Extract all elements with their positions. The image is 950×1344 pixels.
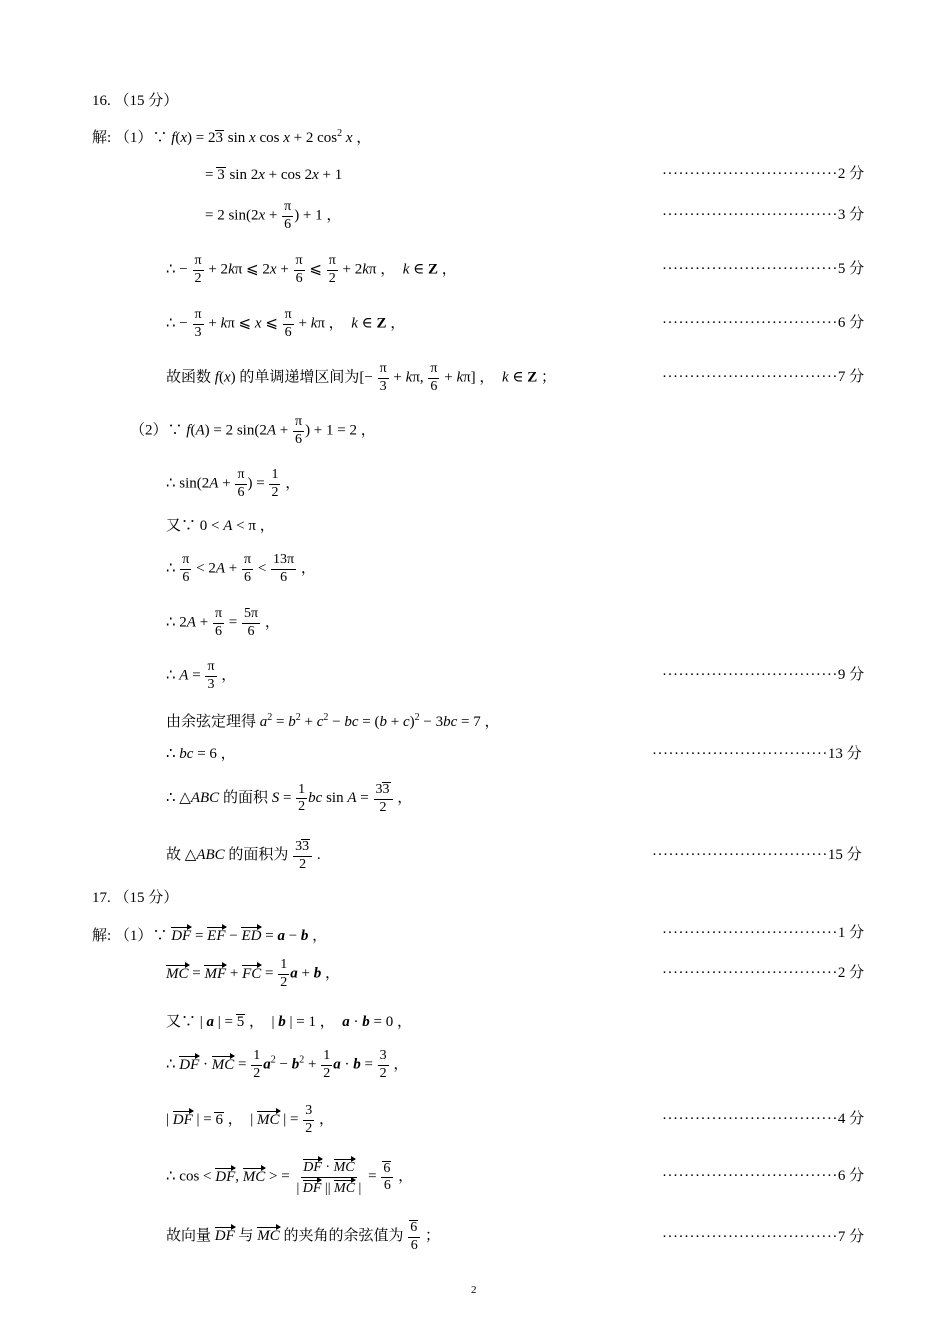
p16-part2-step6: ∴ A = $\frac{\pi}{3}$ ， <box>166 659 237 692</box>
p16-part2-step10: 故 △ABC 的面积为 $\frac{33}{2}$ . <box>166 839 321 872</box>
p16-part2-step8: ∴ bc = 6 ， <box>166 746 236 762</box>
p16-part2-step2: ∴ sin(2A + $\frac{\pi}{6}$ ) = $\frac{1}{2}$ ， <box>166 467 301 500</box>
p16-step1: 解: （1）∵ f(x) = 23 sin x cos x + 2 $\cos^2 x$ ， <box>92 128 372 146</box>
score-mark: ································9 分 <box>662 667 865 683</box>
page-number: 2 <box>471 1284 477 1296</box>
p16-step3: = 2 sin(2x + $\frac{\pi}{6}$ ) + 1 ， <box>205 199 342 232</box>
p17-step6: ∴ cos < DF, MC > = $\frac{DF \cdot MC}{| DF || MC |}$ = $\frac{6}{6}$ ， <box>166 1160 414 1196</box>
p17-step7: 故向量 DF 与 MC 的夹角的余弦值为 $\frac{6}{6}$ ； <box>166 1220 441 1253</box>
score-mark: ································1 分 <box>662 925 865 941</box>
score-mark: ································4 分 <box>662 1111 865 1127</box>
score-mark: ································15 分 <box>652 847 862 863</box>
problem-17-heading: 17. （15 分） <box>92 890 179 906</box>
score-mark: ································5 分 <box>662 261 865 277</box>
p16-part2-step7: 由余弦定理得 $a^2 = b^2 + c^2$ − bc = $(b + c)^2 - 3bc = 7$ ， <box>166 712 500 730</box>
problem-16-heading: 16. （15 分） <box>92 93 179 109</box>
p17-step3: 又∵ | a | = 5 ， | b | = 1 ， a · b = 0 ， <box>166 1014 412 1030</box>
score-mark: ································2 分 <box>662 965 865 981</box>
p16-part2-step5: ∴ 2A + $\frac{\pi}{6}$ = $\frac{5\pi}{6}$ ， <box>166 606 280 639</box>
p16-part2-step4: ∴ $\frac{\pi}{6}$ < 2A + $\frac{\pi}{6}$ < $\frac{13\pi}{6}$ ， <box>166 552 316 585</box>
p16-step5: ∴ − $\frac{\pi}{3}$ + kπ ⩽ x ⩽ $\frac{\pi}{6}$ + kπ ， k ∈ Z ， <box>166 307 406 340</box>
score-mark: ································6 分 <box>662 315 865 331</box>
p17-step5: | DF | = 6 ， | MC | = $\frac{3}{2}$ ， <box>166 1103 334 1136</box>
p17-step1: 解: （1）∵ DF = EF − ED = a − b ， <box>92 928 328 944</box>
score-mark: ································7 分 <box>662 369 865 385</box>
p16-step4: ∴ − $\frac{\pi}{2}$ + 2kπ ⩽ 2x + $\frac{\pi}{6}$ ⩽ $\frac{\pi}{2}$ + 2kπ ， k ∈ Z ， <box>166 253 457 286</box>
score-mark: ································2 分 <box>662 166 865 182</box>
p16-step2: = 3 sin 2x + cos 2x + 1 <box>205 167 343 183</box>
score-mark: ································3 分 <box>662 207 865 223</box>
p17-step4: ∴ DF · MC = $\frac{1}{2}$ $a^2 - b^2$ + $\frac{1}{2}$ a · b = $\frac{3}{2}$ ， <box>166 1048 409 1081</box>
p16-step6: 故函数 f(x) 的单调递增区间为[− $\frac{\pi}{3}$ + kπ, $\frac{\pi}{6}$ + kπ] ， k ∈ Z ； <box>166 361 556 394</box>
score-mark: ································7 分 <box>662 1229 865 1245</box>
score-mark: ································13 分 <box>652 746 862 762</box>
p16-part2-step3: 又∵ 0 < A < π ， <box>166 518 275 534</box>
p16-part2-step9: ∴ △ABC 的面积 S = $\frac{1}{2}$ bc sin A = $\frac{33}{2}$ ， <box>166 781 413 815</box>
score-mark: ································6 分 <box>662 1168 865 1184</box>
p16-part2-step1: （2）∵ f(A) = 2 sin(2A + $\frac{\pi}{6}$ ) + 1 = 2 ， <box>130 414 376 447</box>
p17-step2: MC = MF + FC = $\frac{1}{2}$ a + b ， <box>166 957 340 990</box>
